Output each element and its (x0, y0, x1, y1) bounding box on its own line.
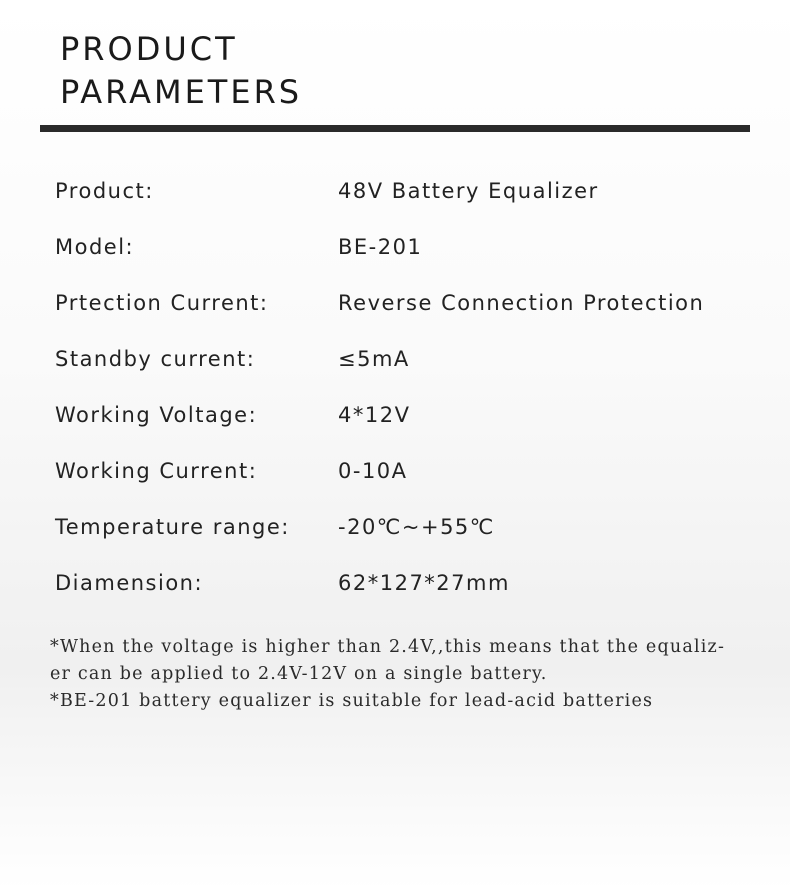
parameter-row-temperature-range (55, 508, 755, 564)
parameter-label: Model: (55, 235, 135, 259)
parameter-row-product (55, 172, 755, 228)
parameter-value: BE-201 (338, 235, 423, 259)
note-line: er can be applied to 2.4V-12V on a single battery. (50, 664, 548, 684)
parameter-row-protection-current (55, 284, 755, 340)
parameter-label: Working Current: (55, 459, 258, 483)
parameter-value: ≤5mA (338, 347, 410, 371)
parameter-label: Temperature range: (55, 515, 290, 539)
page-title-line-2: PARAMETERS (60, 73, 303, 111)
page-title-line-1: PRODUCT (60, 30, 238, 68)
parameter-label: Product: (55, 179, 154, 203)
note-line: *When the voltage is higher than 2.4V,,this means that the equaliz- (50, 637, 726, 657)
parameter-value: 48V Battery Equalizer (338, 179, 599, 203)
parameter-row-working-voltage (55, 396, 755, 452)
parameter-row-standby-current (55, 340, 755, 396)
note-line: *BE-201 battery equalizer is suitable for lead-acid batteries (50, 691, 654, 711)
parameter-value: -20℃~+55℃ (338, 515, 495, 539)
parameter-value: 0-10A (338, 459, 408, 483)
title-divider (40, 125, 750, 132)
parameter-row-working-current (55, 452, 755, 508)
parameter-row-model (55, 228, 755, 284)
parameter-label: Working Voltage: (55, 403, 258, 427)
page-title (60, 28, 302, 114)
parameter-label: Standby current: (55, 347, 256, 371)
parameter-row-dimension (55, 564, 755, 620)
parameter-value: 4*12V (338, 403, 411, 427)
parameter-value: Reverse Connection Protection (338, 291, 705, 315)
notes (50, 634, 750, 715)
parameter-value: 62*127*27mm (338, 571, 510, 595)
parameter-label: Prtection Current: (55, 291, 269, 315)
parameters-list (55, 172, 755, 620)
parameter-label: Diamension: (55, 571, 204, 595)
